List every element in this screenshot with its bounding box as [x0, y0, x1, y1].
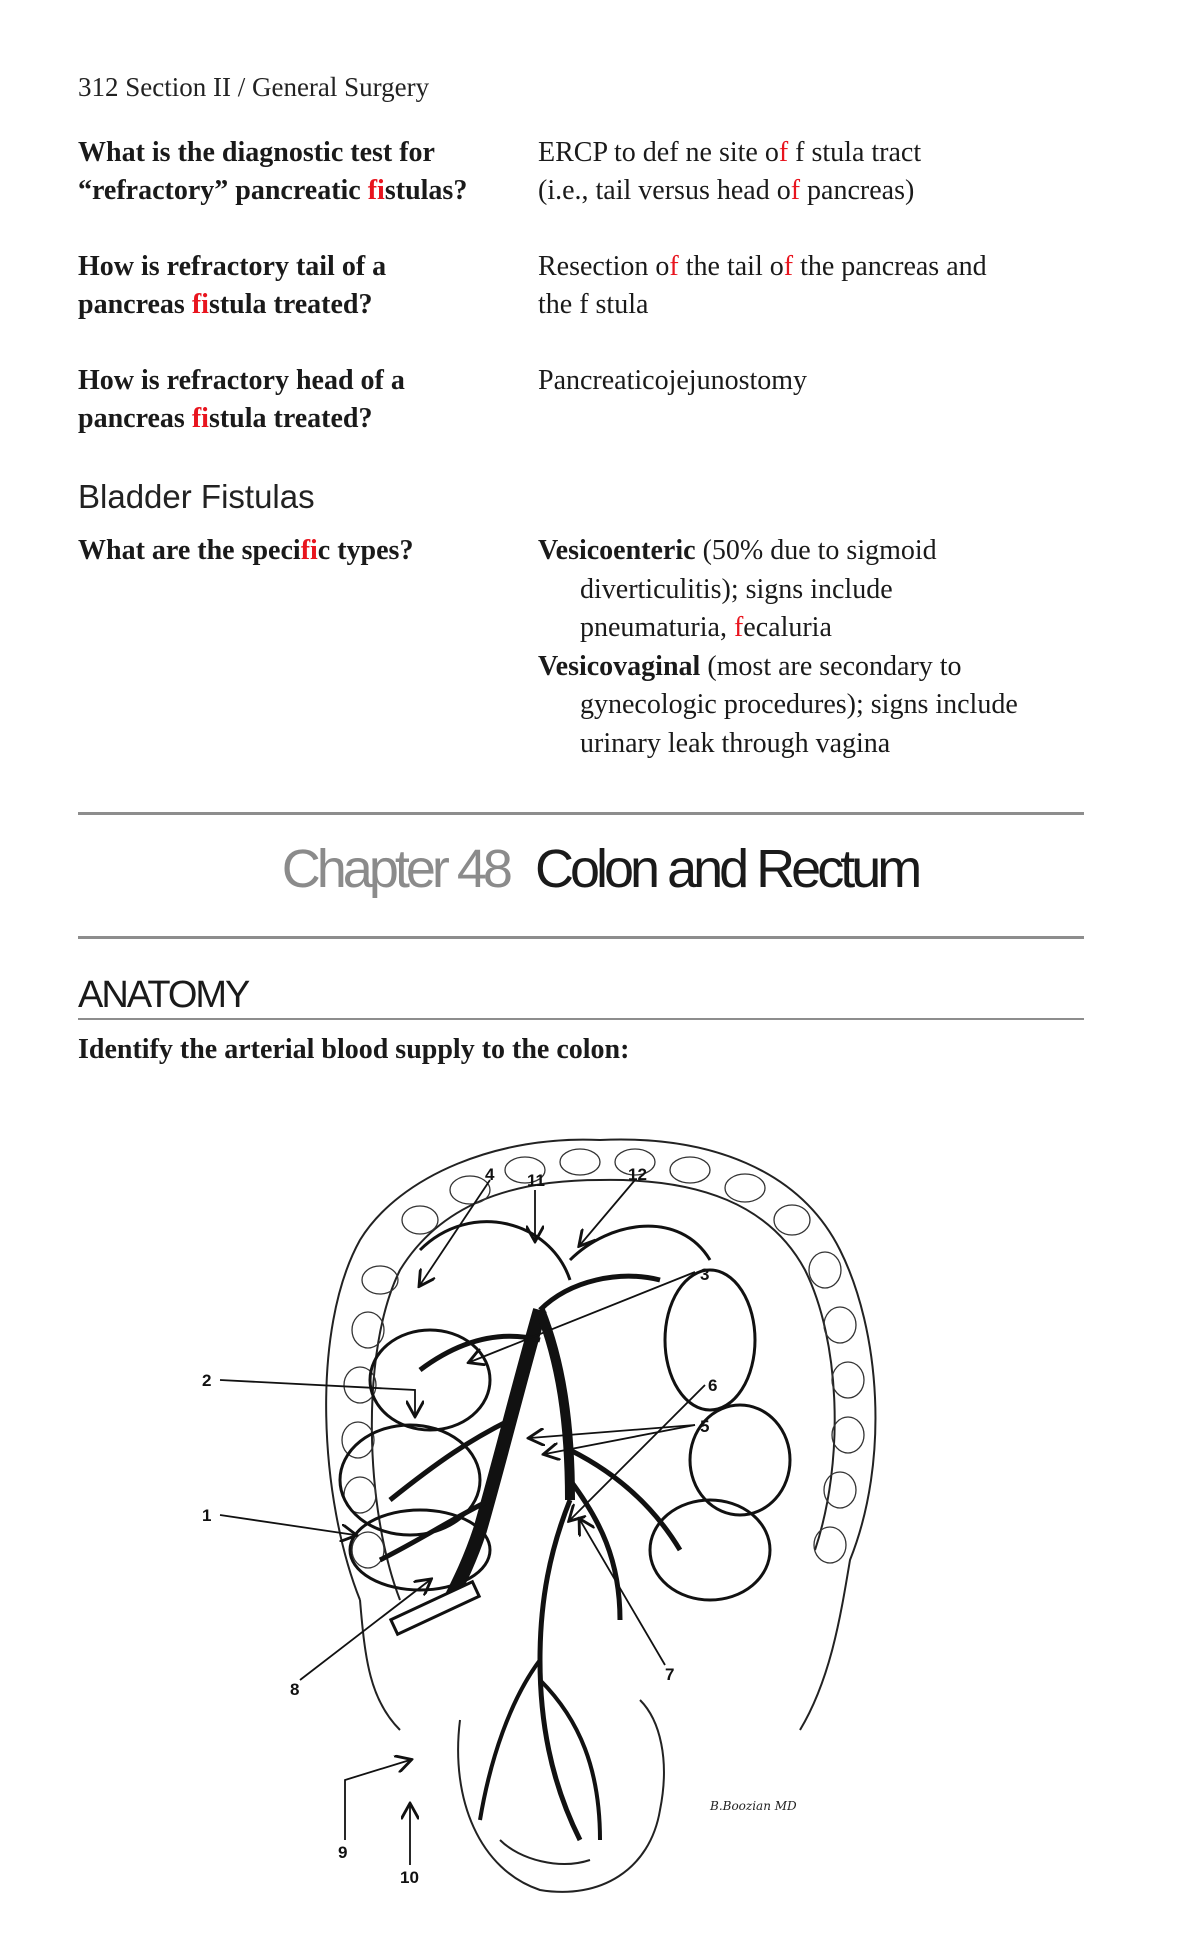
- divider: [78, 1018, 1084, 1020]
- chapter-number: Chapter 48: [281, 839, 509, 899]
- chapter-title: [0, 838, 1200, 900]
- leader-lines: [220, 1180, 705, 1865]
- aorta: [380, 1276, 680, 1840]
- section-heading: Bladder Fistulas: [78, 478, 315, 515]
- qa-row: [78, 362, 1088, 438]
- running-head: 312 Section II / General Surgery: [78, 72, 430, 102]
- haustra: [342, 1149, 864, 1568]
- figure-label: 2: [202, 1371, 212, 1390]
- divider: [78, 812, 1084, 815]
- figure-label: 8: [290, 1680, 300, 1699]
- figure-label: 5: [700, 1417, 710, 1436]
- figure-label: 1: [202, 1506, 212, 1525]
- list-item: Vesicovaginal (most are secondary to gynecologic procedures); signs include urinary leak through vagina: [538, 650, 1018, 759]
- figure-label: 11: [527, 1171, 545, 1190]
- question: What is the diagnostic test for “refractory” pancreatic fistulas?: [78, 137, 468, 206]
- figure-label: 6: [708, 1376, 718, 1395]
- qa-row: [78, 134, 1088, 210]
- question: What are the specific types?: [78, 535, 414, 566]
- anatomy-heading: ANATOMY: [78, 974, 249, 1016]
- qa-row: [78, 248, 1088, 324]
- figure-label: 10: [400, 1868, 419, 1887]
- figure-label: 3: [700, 1265, 710, 1284]
- artist-signature: B.Boozian MD: [710, 1799, 797, 1813]
- figure-label: 7: [665, 1665, 675, 1684]
- qa-row: [78, 532, 1088, 759]
- answer: Pancreaticojejunostomy: [538, 365, 808, 396]
- divider: [78, 936, 1084, 939]
- colon-outline: [326, 1140, 875, 1730]
- question: How is refractory head of a pancreas fistula treated?: [78, 365, 405, 434]
- chapter-name: Colon and Rectum: [534, 839, 919, 899]
- figure-prompt: Identify the arterial blood supply to the colon:: [78, 1034, 630, 1065]
- answer: ERCP to def ne site of f stula tract (i.e., tail versus head of pancreas): [538, 137, 922, 206]
- figure-label: 12: [628, 1165, 647, 1184]
- figure-label: 4: [485, 1165, 495, 1184]
- figure-label: 9: [338, 1843, 348, 1862]
- list-item: Vesicoenteric (50% due to sigmoid diverticulitis); signs include pneumaturia, fecaluria: [538, 535, 937, 643]
- answer: Resection of the tail of the pancreas and the f stula: [538, 251, 987, 320]
- question: How is refractory tail of a pancreas fistula treated?: [78, 251, 387, 320]
- colon-arterial-figure: [202, 1080, 960, 1930]
- answer: [538, 532, 1098, 763]
